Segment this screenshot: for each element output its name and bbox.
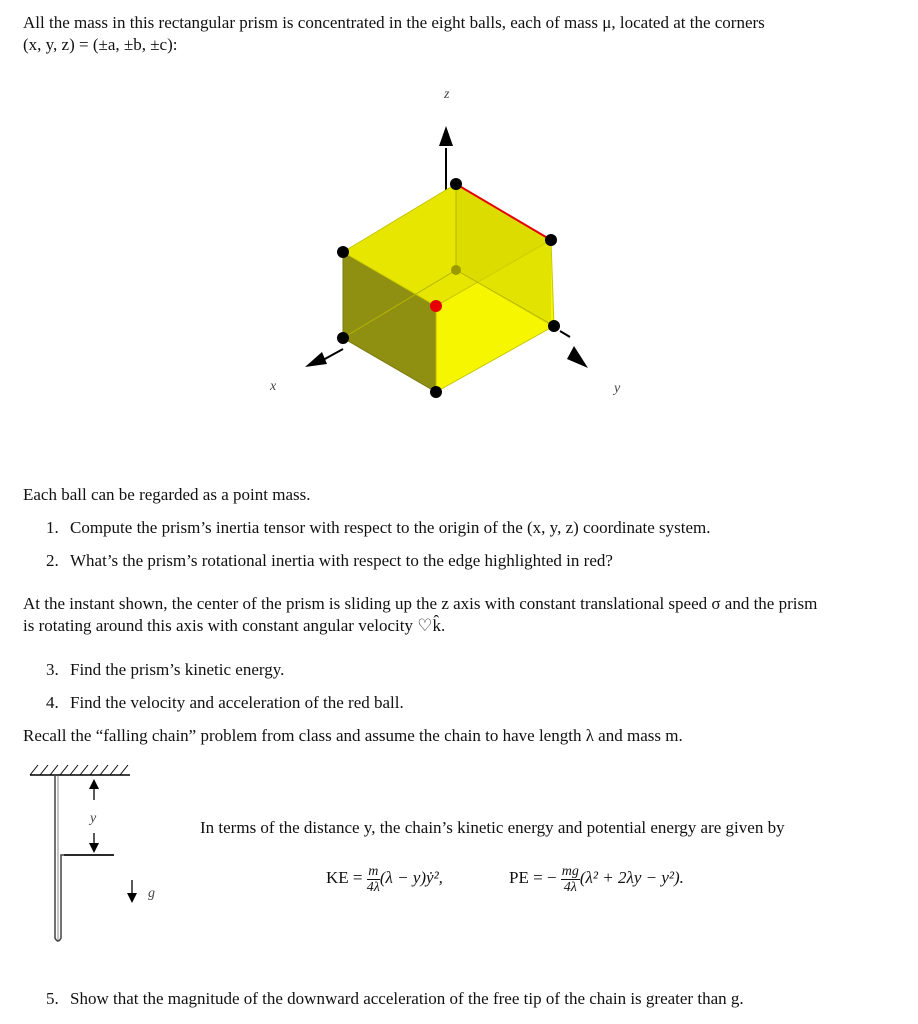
- list-item-text: Compute the prism’s inertia tensor with respect to the origin of the (x, y, z) coordinate system.: [70, 518, 711, 537]
- pe-denominator: 4λ: [563, 879, 577, 895]
- axis-label-y: y: [614, 381, 621, 396]
- ke-denominator: 4λ: [366, 879, 380, 895]
- section2-line-2: is rotating around this axis with constant angular velocity ♡k̂.: [23, 616, 446, 635]
- recall-text: Recall the “falling chain” problem from class and assume the chain to have length λ and mass m.: [23, 726, 683, 745]
- list-item-number: 4.: [46, 693, 59, 712]
- ke-numerator: m: [368, 863, 379, 879]
- ceiling-hatching: [30, 765, 128, 775]
- list-item-text: What’s the prism’s rotational inertia with respect to the edge highlighted in red?: [70, 551, 613, 570]
- gravity-label: g: [148, 886, 155, 901]
- gravity-arrow-head: [127, 893, 137, 903]
- ke-fraction: [367, 864, 380, 895]
- list-item-number: 1.: [46, 518, 59, 537]
- pe-rest: (λ² + 2λy − y²).: [579, 868, 684, 887]
- ke-equation: [326, 860, 443, 896]
- section2-line-1: At the instant shown, the center of the prism is sliding up the z axis with constant translational speed σ and the prism: [23, 594, 818, 613]
- pe-equation: [509, 860, 684, 896]
- axis-label-x: x: [270, 379, 277, 394]
- pe-label: PE = −: [509, 868, 557, 887]
- dim-arrow-up-head: [89, 779, 99, 789]
- terms-text: In terms of the distance y, the chain’s kinetic energy and potential energy are given by: [200, 818, 785, 837]
- chain: [55, 776, 114, 941]
- chain-label-y: y: [90, 811, 97, 826]
- list-item-text: Find the velocity and acceleration of the red ball.: [70, 693, 404, 712]
- intro-line-1: All the mass in this rectangular prism is concentrated in the eight balls, each of mass μ, located at the corners: [23, 13, 765, 32]
- intro-line-2: (x, y, z) = (±a, ±b, ±c):: [23, 35, 178, 54]
- dim-arrow-down-head: [89, 843, 99, 853]
- ke-rest: (λ − y)ẏ²,: [379, 868, 443, 887]
- list-item-text: Show that the magnitude of the downward acceleration of the free tip of the chain is greater than g.: [70, 989, 744, 1008]
- section1-lead: Each ball can be regarded as a point mass.: [23, 485, 311, 504]
- ke-label: KE =: [326, 868, 363, 887]
- pe-fraction: [561, 864, 580, 895]
- list-item-number: 5.: [46, 989, 59, 1008]
- list-item-5: [46, 988, 744, 1010]
- list-item-number: 2.: [46, 551, 59, 570]
- pe-numerator: mg: [561, 863, 579, 879]
- list-item-number: 3.: [46, 660, 59, 679]
- axis-label-z: z: [444, 87, 450, 102]
- list-item-text: Find the prism’s kinetic energy.: [70, 660, 285, 679]
